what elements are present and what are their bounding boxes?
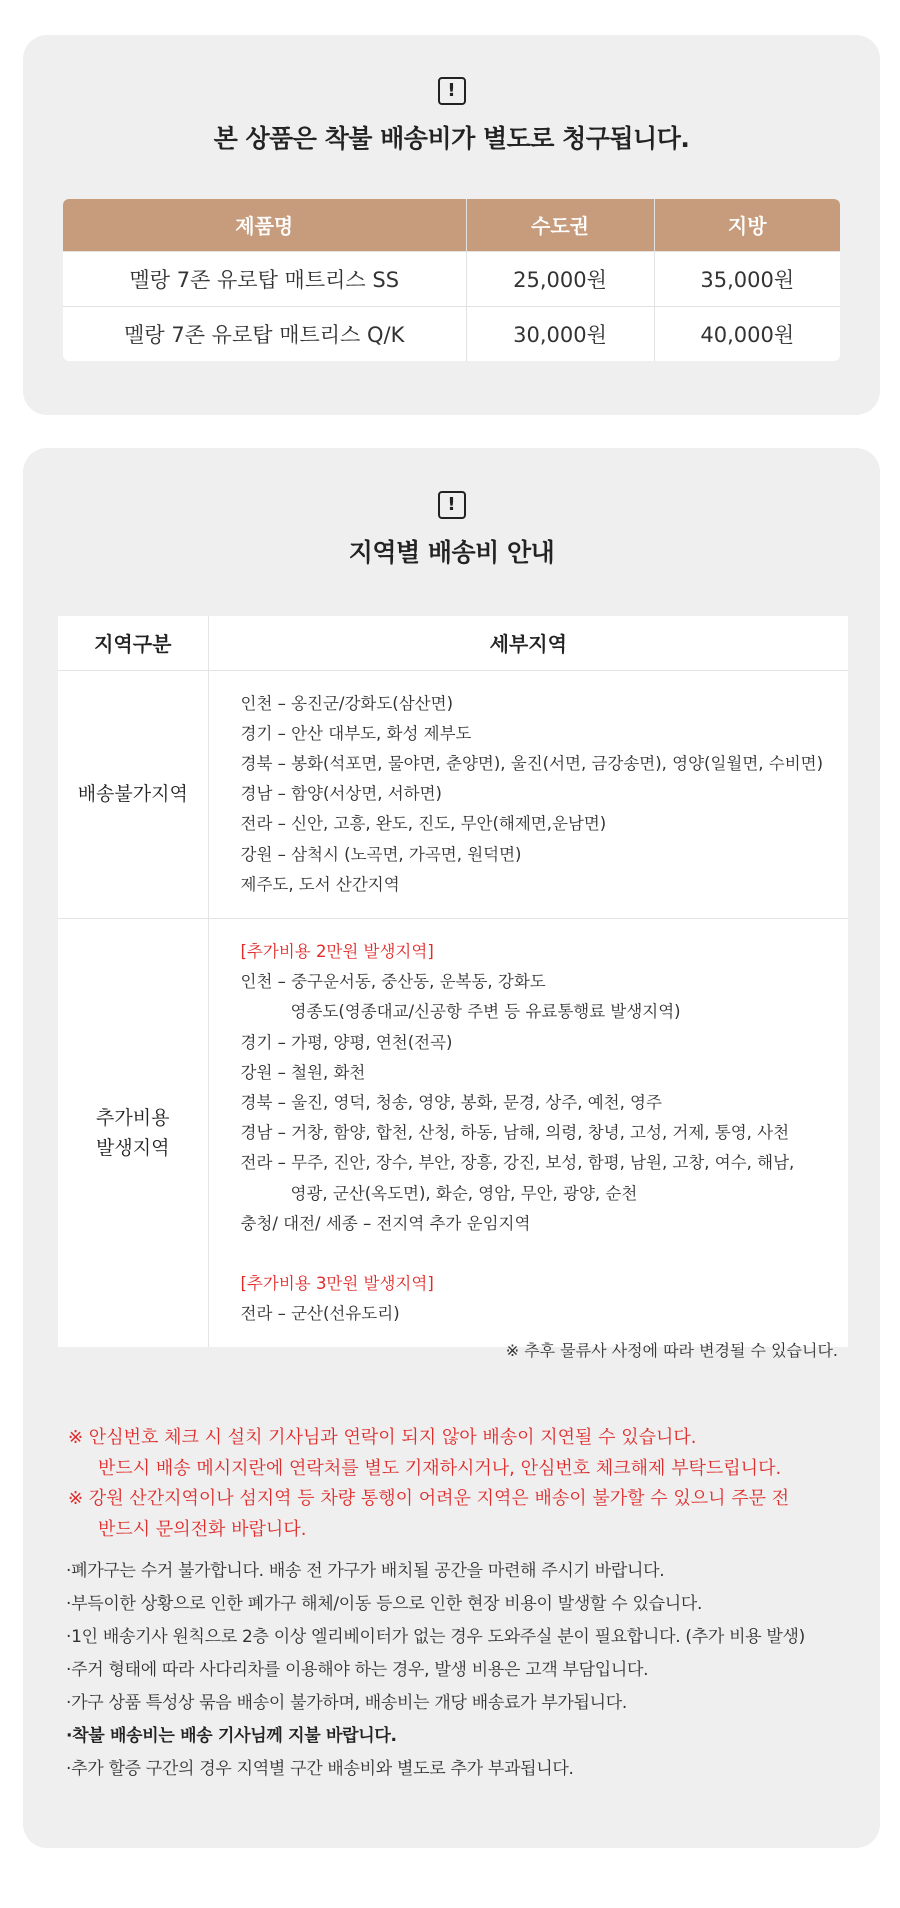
list-item: 인천 – 중구운서동, 중산동, 운복동, 강화도 [240, 972, 546, 992]
region-label-no-delivery: 배송불가지역 [58, 670, 208, 918]
column-header-detail: 세부지역 [208, 616, 848, 670]
regional-shipping-title: 지역별 배송비 안내 [348, 538, 555, 567]
capital-fee-cell: 30,000원 [466, 306, 654, 361]
list-item: ·착불 배송비는 배송 기사님께 지불 바랍니다. [66, 1726, 397, 1746]
warning-line: 반드시 배송 메시지란에 연락처를 별도 기재하시거나, 안심번호 체크해제 부탁드립니다. [98, 1457, 782, 1479]
list-item: 강원 – 철원, 화천 [240, 1062, 366, 1082]
list-item: 제주도, 도서 산간지역 [240, 874, 400, 894]
list-item: 인천 – 옹진군/강화도(삼산면) [240, 693, 454, 713]
table-header-row [58, 616, 848, 670]
province-fee-cell: 40,000원 [654, 306, 840, 361]
list-item: 충청/ 대전/ 세종 – 전지역 추가 운임지역 [240, 1213, 531, 1233]
shipping-fee-title: 본 상품은 착불 배송비가 별도로 청구됩니다. [213, 124, 690, 153]
list-item: 강원 – 삼척시 (노곡면, 가곡면, 원덕면) [240, 844, 522, 864]
notes-list [66, 1555, 805, 1786]
regional-shipping-card [23, 448, 880, 1848]
list-item: ·주거 형태에 따라 사다리차를 이용해야 하는 경우, 발생 비용은 고객 부담입니다. [66, 1660, 649, 1680]
list-item: 영광, 군산(옥도면), 화순, 영암, 무안, 광양, 순천 [290, 1183, 638, 1203]
province-fee-cell: 35,000원 [654, 251, 840, 306]
shipping-fee-table [63, 199, 840, 361]
list-item: 경기 – 안산 대부도, 화성 제부도 [240, 723, 472, 743]
list-item: 경북 – 봉화(석포면, 물야면, 춘양면), 울진(서면, 금강송면), 영양(일월면, 수비면) [240, 753, 824, 773]
product-name-cell: 멜랑 7존 유로탑 매트리스 SS [63, 251, 466, 306]
column-header-region: 지역구분 [58, 616, 208, 670]
list-item: 경북 – 울진, 영덕, 청송, 영양, 봉화, 문경, 상주, 예천, 영주 [240, 1092, 662, 1112]
list-item: 경기 – 가평, 양평, 연천(전곡) [240, 1032, 453, 1052]
column-header-capital: 수도권 [466, 199, 654, 251]
table-row [58, 670, 848, 918]
list-item: ·1인 배송기사 원칙으로 2층 이상 엘리베이터가 없는 경우 도와주실 분이 필요합니다. (추가 비용 발생) [66, 1627, 806, 1647]
region-label-line: 발생지역 [96, 1137, 170, 1160]
table-row [63, 251, 840, 306]
spacer [241, 1239, 849, 1269]
list-item: 경남 – 함양(서상면, 서하면) [240, 784, 442, 804]
exclamation-notice-icon: ! [438, 77, 466, 105]
warning-block [68, 1423, 789, 1545]
extra-cost-20k-heading: [추가비용 2만원 발생지역] [240, 941, 434, 961]
extra-cost-detail [208, 918, 848, 1347]
list-item: ·폐가구는 수거 불가합니다. 배송 전 가구가 배치될 공간을 마련해 주시기 바랍니다. [66, 1561, 665, 1581]
extra-cost-30k-heading: [추가비용 3만원 발생지역] [240, 1273, 434, 1293]
product-name-cell: 멜랑 7존 유로탑 매트리스 Q/K [63, 306, 466, 361]
no-delivery-detail [208, 670, 848, 918]
regional-shipping-table [58, 616, 848, 1347]
table-row [63, 306, 840, 361]
list-item: 전라 – 군산(선유도리) [240, 1304, 400, 1324]
list-item: ·부득이한 상황으로 인한 폐가구 해체/이동 등으로 인한 현장 비용이 발생할 수 있습니다. [66, 1594, 703, 1614]
capital-fee-cell: 25,000원 [466, 251, 654, 306]
shipping-fee-card [23, 35, 880, 415]
warning-line: ※ 강원 산간지역이나 섬지역 등 차량 통행이 어려운 지역은 배송이 불가할 수 있으니 주문 전 [68, 1488, 790, 1509]
list-item: 경남 – 거창, 함양, 합천, 산청, 하동, 남해, 의령, 창녕, 고성, 거제, 통영, 사천 [240, 1123, 790, 1143]
list-item: ·추가 할증 구간의 경우 지역별 구간 배송비와 별도로 추가 부과됩니다. [66, 1759, 574, 1779]
column-header-province: 지방 [654, 199, 840, 251]
change-notice-footnote: ※ 추후 물류사 사정에 따라 변경될 수 있습니다. [505, 1341, 838, 1360]
warning-line: ※ 안심번호 체크 시 설치 기사님과 연락이 되지 않아 배송이 지연될 수 있습니다. [68, 1427, 697, 1448]
list-item: ·가구 상품 특성상 묶음 배송이 불가하며, 배송비는 개당 배송료가 부가됩니다. [66, 1693, 628, 1713]
list-item: 전라 – 무주, 진안, 장수, 부안, 장흥, 강진, 보성, 함평, 남원, 고창, 여수, 해남, [240, 1153, 795, 1173]
warning-line: 반드시 문의전화 바랍니다. [98, 1518, 307, 1540]
exclamation-notice-icon: ! [438, 491, 466, 519]
table-header-row [63, 199, 840, 251]
table-row [58, 918, 848, 1347]
list-item: 영종도(영종대교/신공항 주변 등 유료통행료 발생지역) [290, 1002, 681, 1022]
list-item: 전라 – 신안, 고흥, 완도, 진도, 무안(해제면,운남면) [240, 814, 607, 834]
region-label-extra-cost [58, 918, 208, 1347]
column-header-product: 제품명 [63, 199, 466, 251]
region-label-line: 추가비용 [96, 1107, 170, 1130]
